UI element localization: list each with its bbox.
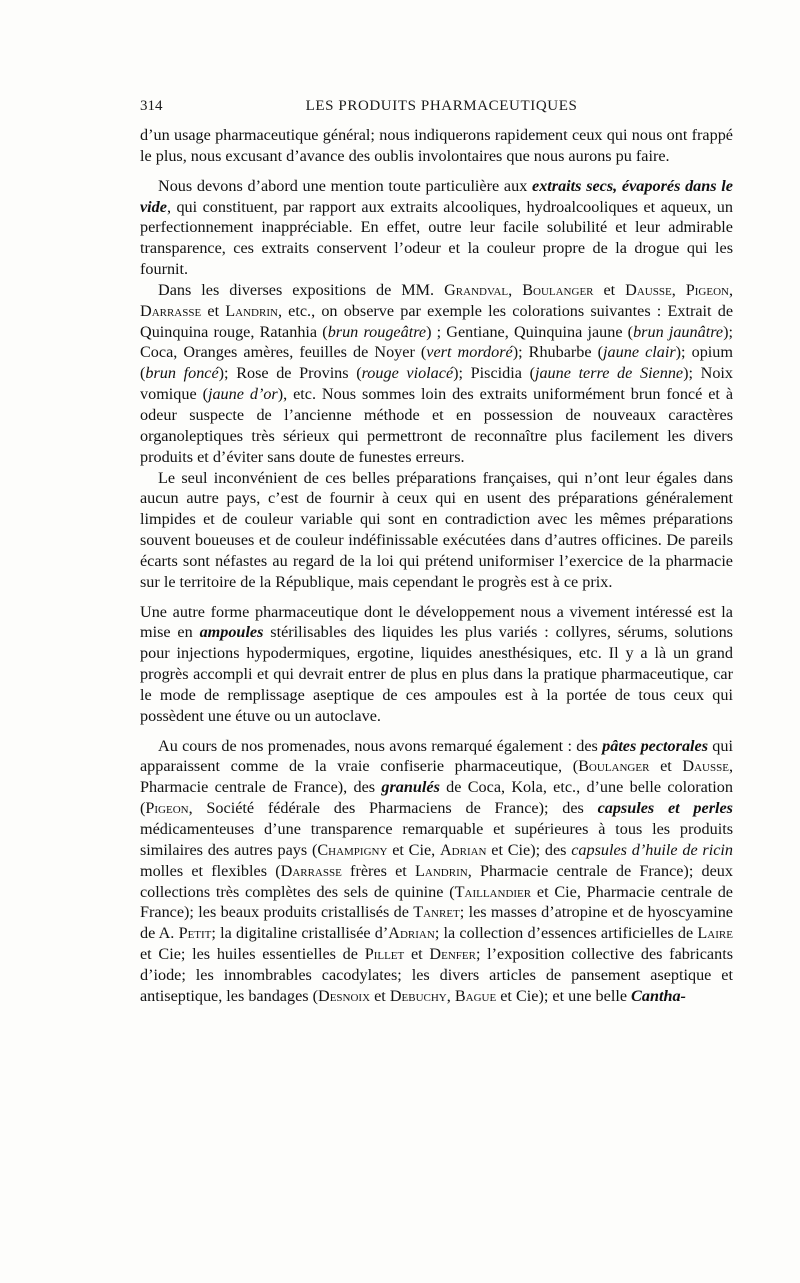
text-run: et Cie; les huiles essentielles de: [140, 945, 365, 964]
text-run-it: rouge violacé: [361, 364, 454, 383]
body-text: [140, 125, 733, 1007]
paragraph: [140, 280, 733, 468]
text-run: Au cours de nos promenades, nous avons remarqué également : des: [158, 736, 603, 755]
text-run-it: brun rougeâtre: [327, 322, 427, 341]
paragraph: [140, 468, 733, 593]
text-run: , Pharmacie centrale de France), des: [140, 757, 733, 797]
text-run-sc: Adrian: [388, 924, 435, 943]
text-run-sc: Desnoix: [318, 986, 371, 1005]
text-run: Dans les diverses expositions de MM.: [158, 280, 445, 299]
text-run: et Cie); et une belle: [496, 986, 632, 1005]
text-run: ,: [671, 280, 686, 299]
text-run: ,: [508, 280, 523, 299]
text-run-it: jaune terre de Sienne: [534, 364, 684, 383]
text-run: ); Rose de Provins (: [218, 364, 362, 383]
text-run-sc: Dausse: [625, 280, 672, 299]
running-title: LES PRODUITS PHARMACEUTIQUES: [305, 98, 578, 114]
text-run-it: vert mordoré: [426, 343, 513, 362]
text-run-sc: Tanret: [413, 903, 460, 922]
text-run-it: brun foncé: [145, 364, 219, 383]
text-run-sc: Champigny: [317, 840, 388, 859]
text-run: et: [404, 945, 430, 964]
text-run-it: capsules d’huile de ricin: [571, 840, 734, 859]
text-run-sc: Pillet: [364, 945, 405, 964]
text-run: et: [593, 280, 626, 299]
text-run-bi: extraits secs, évaporés dans le vide: [140, 176, 733, 216]
text-run-bi: granulés: [381, 778, 440, 797]
text-run: ; la collection d’essences artificielles de: [434, 924, 698, 943]
text-run: molles et flexibles (: [140, 861, 281, 880]
text-run-sc: Dausse: [682, 757, 729, 776]
text-run-bi: capsules et perles: [597, 799, 733, 818]
text-run: , qui constituent, par rapport aux extraits alcooliques, hydroalcooliques et aqueux, un perfectionnement inappréciable. En effet, outre leur facile solubilité et leur admirable transparence, ces extraits conservent l’odeur et la couleur propre de la drogue qui les fournit.: [140, 197, 733, 279]
paragraph: [140, 176, 733, 280]
text-run: frères et: [341, 861, 416, 880]
paragraph: [140, 602, 733, 727]
text-run: qui apparaissent comme de la vraie confiserie pharmaceutique, (: [140, 736, 733, 776]
text-run: et Cie, Pharmacie centrale de France); les beaux produits cristallisés de: [140, 882, 733, 922]
text-run: ); Noix vomique (: [140, 364, 734, 404]
text-run: ; les masses d’atropine et de hyoscyamine de A.: [140, 903, 733, 943]
text-run-sc: Darrasse: [280, 861, 342, 880]
text-run: ); Coca, Oranges amères, feuilles de Noyer (: [140, 322, 733, 362]
text-run-sc: Pigeon: [145, 799, 189, 818]
text-run-sc: Boulanger: [578, 757, 650, 776]
text-run-sc: Petit: [178, 924, 212, 943]
text-run: et Cie,: [387, 840, 440, 859]
text-run-sc: Pigeon: [685, 280, 729, 299]
text-run: stérilisables des liquides les plus variés : collyres, sérums, solutions pour injections hypodermiques, ergotine, liquides anesthésiques, etc. Il y a là un grand progrès accompli et qui devrait entrer de plus en plus dans la pratique pharmaceutique, car le mode de remplissage aseptique de ces ampoules est à la portée de tous ceux qui possèdent une étuve ou un autoclave.: [140, 623, 733, 725]
text-run-sc: Debuchy: [389, 986, 447, 1005]
text-run: ,: [728, 280, 734, 299]
text-run: médicamenteuses d’une transparence remarquable et supérieures à tous les produits similaires des autres pays (: [140, 820, 733, 859]
text-run: et Cie); des: [486, 840, 572, 859]
text-run-sc: Grandval: [444, 280, 509, 299]
paragraph: [140, 125, 733, 167]
text-run: ) ; Gentiane, Quinquina jaune (: [426, 322, 634, 341]
text-run: , etc., on observe par exemple les colorations suivantes : Extrait de Quinquina rouge, Ratanhia (: [140, 301, 734, 341]
text-run: d’un usage pharmaceutique général; nous indiquerons rapidement ceux qui nous ont frappé le plus, nous excusant d’avance des oublis involontaires que nous aurons pu faire.: [140, 126, 733, 165]
page-header: [140, 98, 733, 120]
text-run: Le seul inconvénient de ces belles préparations françaises, qui n’ont leur égales dans aucun autre pays, c’est de fournir à ceux qui en usent des préparations généralement limpides et de couleur variable qui sont en contradiction avec les mêmes préparations souvent boueuses et de couleur indéfinissable exécutées dans d’autres officines. De pareils écarts sont néfastes au regard de la loi qui prétend uniformiser l’exercice de la pharmacie sur le territoire de la République, mais cependant le progrès est à ce prix.: [140, 468, 733, 591]
text-run: ); opium (: [140, 343, 733, 383]
text-run: Nous devons d’abord une mention toute particulière aux: [158, 176, 533, 195]
text-run-sc: Landrin: [225, 301, 278, 320]
text-run-bi: Cantha-: [631, 986, 686, 1005]
text-run: Une autre forme pharmaceutique dont le développement nous a vivement intéressé est la mise en: [140, 602, 733, 642]
text-run: et: [201, 301, 226, 320]
text-run-sc: Bague: [454, 986, 497, 1005]
text-run: ; la digitaline cristallisée d’: [211, 924, 389, 943]
text-run-sc: Denfer: [429, 945, 476, 964]
text-run: ,: [446, 986, 455, 1005]
text-run-sc: Adrian: [439, 840, 487, 859]
text-run-sc: Taillandier: [454, 882, 532, 901]
text-run-sc: Laire: [697, 924, 733, 943]
text-run: , Société fédérale des Pharmaciens de France); des: [188, 799, 598, 818]
page-number: 314: [140, 98, 163, 114]
text-run: ; l’exposition collective des fabricants d’iode; les innombrables cacodylates; les divers articles de pansement aseptique et antiseptique, les bandages (: [140, 945, 734, 1005]
text-run-it: jaune d’or: [207, 385, 278, 404]
text-run-it: brun jaunâtre: [633, 322, 724, 341]
text-run: de Coca, Kola, etc., d’une belle coloration (: [140, 778, 733, 818]
text-run-it: jaune clair: [603, 343, 676, 362]
paragraph: [140, 736, 733, 1007]
text-run: et: [370, 986, 390, 1005]
text-run-sc: Darrasse: [140, 301, 202, 320]
text-run: ); Piscidia (: [453, 364, 535, 383]
text-run-sc: Landrin: [415, 861, 468, 880]
text-run: ); Rhubarbe (: [512, 343, 604, 362]
text-run: et: [649, 757, 683, 776]
text-run: , Pharmacie centrale de France); deux collections très complètes des sels de quinine (: [140, 861, 733, 901]
text-run-sc: Boulanger: [522, 280, 594, 299]
text-run-bi: pâtes pectorales: [602, 736, 709, 755]
text-run-bi: ampoules: [199, 623, 264, 642]
text-run: ), etc. Nous sommes loin des extraits uniformément brun foncé et à odeur suspecte de l’ancienne méthode et en possession de nouveaux caractères organoleptiques très sérieux qui permettront de reconnaître plus facilement les divers produits et d’éviter sans doute de funestes erreurs.: [140, 385, 734, 466]
